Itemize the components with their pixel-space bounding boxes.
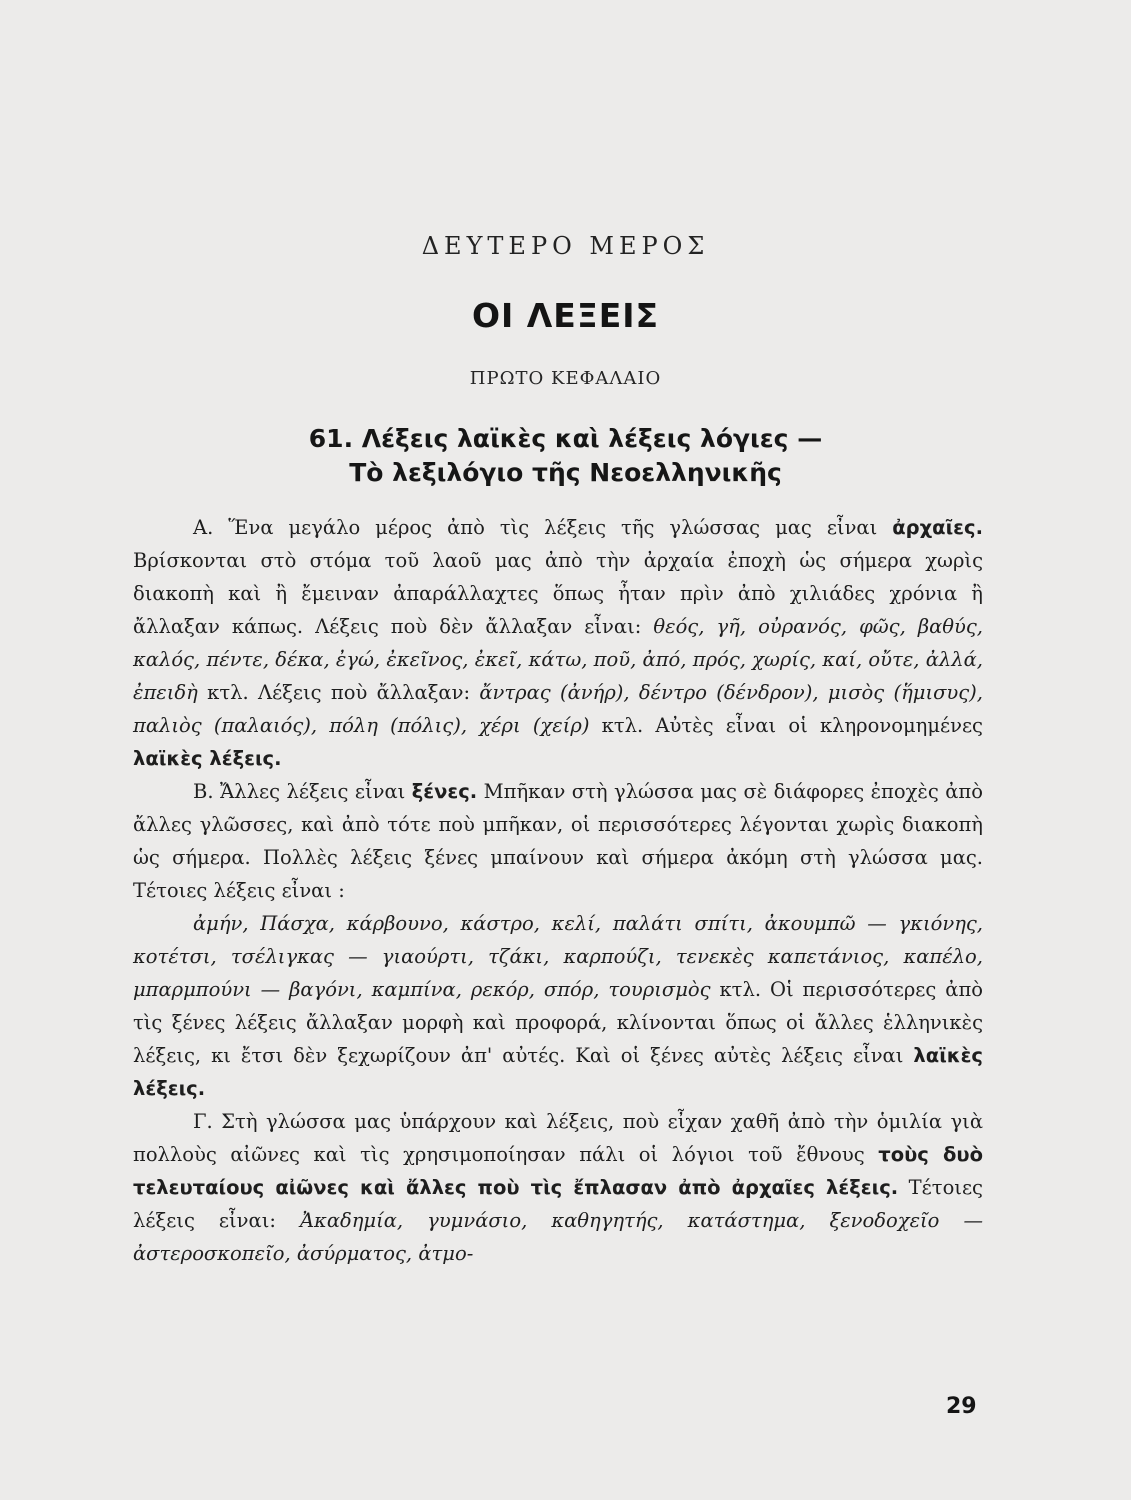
paragraph-c-bold-1: τοὺς δυὸ τελευταίους αἰῶνες καὶ ἄλλες ποὺ τὶς ἔπλασαν ἀπὸ ἀρχαῖες λέξεις.: [133, 1143, 983, 1199]
paragraph-a-italic-1: θεός, γῆ, οὐρανός, φῶς, βαθύς, καλός, πέντε, δέκα, ἐγώ, ἐκεῖνος, ἐκεῖ, κάτω, ποῦ, ἀπό, πρός, χωρίς, καί, οὔτε, ἀλλά, ἐπειδὴ: [133, 615, 984, 704]
paragraph-b-examples: [133, 907, 983, 1105]
page-number: 29: [946, 1394, 977, 1419]
paragraph-a-bold-1: ἀρχαῖες.: [892, 516, 983, 539]
paragraph-b-text-1: Β. Ἄλλες λέξεις εἶναι: [193, 780, 412, 803]
paragraph-b-text-2: Μπῆκαν στὴ γλώσσα μας σὲ διάφορες ἐποχὲς ἀπὸ ἄλλες γλῶσσες, καὶ ἀπὸ τότε ποὺ μπῆκαν, οἱ περισσότερες λέγονται χωρὶς διακοπὴ ὡς σήμερα. Πολλὲς λέξεις ξένες μπαίνουν καὶ σήμερα ἀκόμη στὴ γλώσσα μας. Τέτοιες λέξεις εἶναι :: [133, 780, 983, 902]
paragraph-b-bold-2: λαϊκὲς λέξεις.: [133, 1044, 983, 1100]
paragraph-c-text-2: Τέτοιες λέξεις εἶναι:: [133, 1176, 983, 1232]
lesson-title-line-2: Τὸ λεξιλόγιο τῆς Νεοελληνικῆς: [349, 458, 782, 487]
part-title: ΔΕΥΤΕΡΟ ΜΕΡΟΣ: [421, 232, 710, 260]
section-title: ΟΙ ΛΕΞΕΙΣ: [471, 296, 660, 335]
paragraph-b-italic-1: ἀμήν, Πάσχα, κάρβουνο, κάστρο, κελί, παλάτι σπίτι, ἀκουμπῶ — γκιόνης, κοτέτσι, τσέλιγκας — γιαούρτι, τζάκι, καρπούζι, τενεκὲς καπετάνιος, καπέλο, μπαρμπούνι — βαγόνι, καμπίνα, ρεκόρ, σπόρ, τουρισμὸς: [133, 912, 983, 1001]
paragraph-a-text-4: κτλ. Αὐτὲς εἶναι οἱ κληρονομημένες: [589, 714, 983, 737]
paragraph-c-text-1: Γ. Στὴ γλώσσα μας ὑπάρχουν καὶ λέξεις, ποὺ εἶχαν χαθῆ ἀπὸ τὴν ὁμιλία γιὰ πολλοὺς αἰῶνες καὶ τὶς χρησιμοποίησαν πάλι οἱ λόγιοι τοῦ ἔθνους: [133, 1110, 983, 1166]
chapter-title: ΠΡΩΤΟ ΚΕΦΑΛΑΙΟ: [469, 368, 662, 389]
lesson-title-line-1: 61. Λέξεις λαϊκὲς καὶ λέξεις λόγιες —: [308, 424, 823, 453]
paragraph-a-text-2: Βρίσκονται στὸ στόμα τοῦ λαοῦ μας ἀπὸ τὴν ἀρχαία ἐποχὴ ὡς σήμερα χωρὶς διακοπὴ καὶ ἢ ἔμειναν ἀπαράλλαχτες ὅπως ἦταν πρὶν ἀπὸ χιλιάδες χρόνια ἢ ἄλλαξαν κάπως. Λέξεις ποὺ δὲν ἄλλαξαν εἶναι:: [133, 549, 983, 638]
body-text: [133, 511, 983, 1270]
paragraph-a-text-3: κτλ. Λέξεις ποὺ ἄλλαξαν:: [197, 681, 480, 704]
paragraph-a-bold-2: λαϊκὲς λέξεις.: [133, 747, 282, 770]
lesson-title: [0, 422, 1131, 490]
paragraph-a: [133, 511, 983, 775]
paragraph-a-italic-2: ἄντρας (ἀνήρ), δέντρο (δένδρον), μισὸς (ἥμισυς), παλιὸς (παλαιός), πόλη (πόλις), χέρι (χείρ): [133, 681, 983, 737]
paragraph-b-text-3: κτλ. Οἱ περισσότερες ἀπὸ τὶς ξένες λέξεις ἄλλαξαν μορφὴ καὶ προφορά, κλίνονται ὅπως οἱ ἄλλες ἑλληνικὲς λέξεις, κι ἔτσι δὲν ξεχωρίζουν ἀπ' αὐτές. Καὶ οἱ ξένες αὐτὲς λέξεις εἶναι: [133, 978, 984, 1067]
paragraph-c-italic-1: Ἀκαδημία, γυμνάσιο, καθηγητής, κατάστημα, ξενοδοχεῖο — ἀστεροσκοπεῖο, ἀσύρματος, ἀτμο-: [133, 1209, 983, 1265]
paragraph-a-text-1: Α. Ἕνα μεγάλο μέρος ἀπὸ τὶς λέξεις τῆς γλώσσας μας εἶναι: [193, 516, 893, 539]
paragraph-b-bold-1: ξένες.: [411, 780, 478, 803]
paragraph-c: [133, 1105, 983, 1270]
paragraph-b: [133, 775, 983, 907]
